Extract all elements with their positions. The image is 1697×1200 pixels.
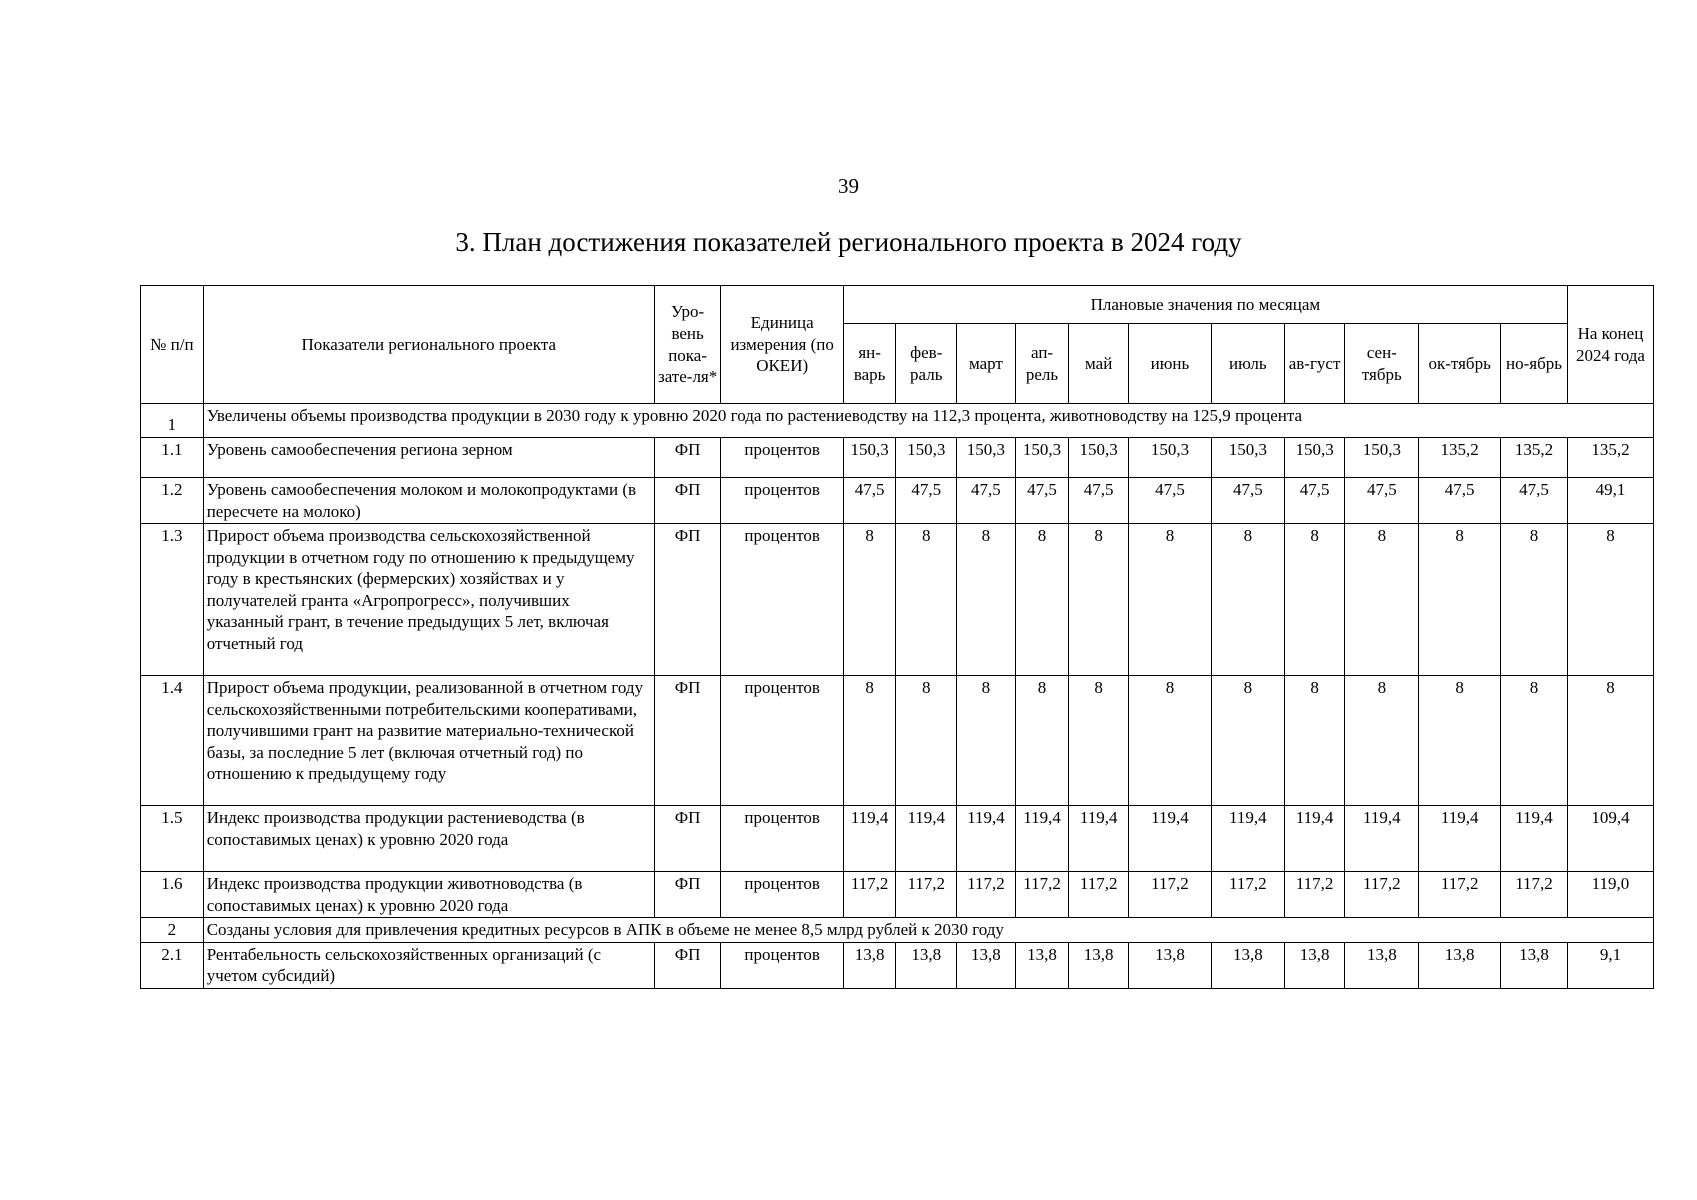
header-month: июль xyxy=(1211,324,1284,404)
month-value: 119,4 xyxy=(1501,806,1568,872)
unit: процентов xyxy=(721,806,843,872)
month-value: 117,2 xyxy=(1211,872,1284,918)
row-number: 1.3 xyxy=(141,524,204,676)
month-value: 13,8 xyxy=(1015,942,1069,988)
month-value: 8 xyxy=(1345,676,1419,806)
header-unit: Единица измерения (по ОКЕИ) xyxy=(721,286,843,404)
page-number: 39 xyxy=(838,174,859,198)
indicator-level: ФП xyxy=(654,942,721,988)
row-number: 1.5 xyxy=(141,806,204,872)
end-of-year-value: 8 xyxy=(1567,676,1653,806)
month-value: 8 xyxy=(1284,524,1345,676)
month-value: 150,3 xyxy=(1284,438,1345,478)
month-value: 150,3 xyxy=(1015,438,1069,478)
month-value: 119,4 xyxy=(1345,806,1419,872)
month-value: 117,2 xyxy=(843,872,896,918)
month-value: 13,8 xyxy=(1345,942,1419,988)
indicator-level: ФП xyxy=(654,524,721,676)
month-value: 47,5 xyxy=(1284,478,1345,524)
indicator-name: Уровень самообеспечения региона зерном xyxy=(203,438,654,478)
month-value: 13,8 xyxy=(957,942,1016,988)
indicator-level: ФП xyxy=(654,806,721,872)
month-value: 47,5 xyxy=(1069,478,1129,524)
unit: процентов xyxy=(721,438,843,478)
table-row xyxy=(141,676,1654,806)
header-month: ав-густ xyxy=(1284,324,1345,404)
table-row xyxy=(141,438,1654,478)
unit: процентов xyxy=(721,524,843,676)
row-number: 1.4 xyxy=(141,676,204,806)
month-value: 117,2 xyxy=(1345,872,1419,918)
table-row xyxy=(141,524,1654,676)
month-value: 8 xyxy=(1069,524,1129,676)
section-row xyxy=(141,918,1654,943)
month-value: 8 xyxy=(896,524,957,676)
header-month: ян-варь xyxy=(843,324,896,404)
month-value: 13,8 xyxy=(1211,942,1284,988)
header-month: март xyxy=(957,324,1016,404)
month-value: 8 xyxy=(957,676,1016,806)
indicator-level: ФП xyxy=(654,438,721,478)
month-value: 47,5 xyxy=(1015,478,1069,524)
document-title: 3. План достижения показателей регионального проекта в 2024 году xyxy=(455,227,1242,257)
table-row xyxy=(141,942,1654,988)
header-level: Уро-вень пока-зате-ля* xyxy=(654,286,721,404)
end-of-year-value: 8 xyxy=(1567,524,1653,676)
end-of-year-value: 49,1 xyxy=(1567,478,1653,524)
month-value: 8 xyxy=(896,676,957,806)
unit: процентов xyxy=(721,478,843,524)
month-value: 117,2 xyxy=(896,872,957,918)
indicator-level: ФП xyxy=(654,872,721,918)
month-value: 119,4 xyxy=(1419,806,1501,872)
month-value: 8 xyxy=(1129,524,1212,676)
header-num: № п/п xyxy=(141,286,204,404)
section-title: Увеличены объемы производства продукции в 2030 году к уровню 2020 года по растениеводству на 112,3 процента, животноводству на 125,9 процента xyxy=(203,404,1653,438)
month-value: 119,4 xyxy=(957,806,1016,872)
indicator-name: Индекс производства продукции растениеводства (в сопоставимых ценах) к уровню 2020 года xyxy=(203,806,654,872)
unit: процентов xyxy=(721,676,843,806)
table-row xyxy=(141,478,1654,524)
indicator-name: Индекс производства продукции животноводства (в сопоставимых ценах) к уровню 2020 года xyxy=(203,872,654,918)
month-value: 135,2 xyxy=(1501,438,1568,478)
month-value: 8 xyxy=(1501,524,1568,676)
table-row xyxy=(141,806,1654,872)
month-value: 119,4 xyxy=(1211,806,1284,872)
month-value: 150,3 xyxy=(1345,438,1419,478)
month-value: 13,8 xyxy=(1284,942,1345,988)
indicator-level: ФП xyxy=(654,676,721,806)
month-value: 8 xyxy=(1284,676,1345,806)
month-value: 13,8 xyxy=(896,942,957,988)
month-value: 150,3 xyxy=(1129,438,1212,478)
month-value: 117,2 xyxy=(957,872,1016,918)
month-value: 8 xyxy=(1419,676,1501,806)
month-value: 117,2 xyxy=(1501,872,1568,918)
month-value: 119,4 xyxy=(1129,806,1212,872)
month-value: 47,5 xyxy=(1501,478,1568,524)
header-month: сен-тябрь xyxy=(1345,324,1419,404)
month-value: 150,3 xyxy=(957,438,1016,478)
section-row xyxy=(141,404,1654,438)
month-value: 150,3 xyxy=(1069,438,1129,478)
header-month: но-ябрь xyxy=(1501,324,1568,404)
end-of-year-value: 135,2 xyxy=(1567,438,1653,478)
month-value: 8 xyxy=(1211,524,1284,676)
header-month: май xyxy=(1069,324,1129,404)
month-value: 8 xyxy=(1069,676,1129,806)
section-title: Созданы условия для привлечения кредитных ресурсов в АПК в объеме не менее 8,5 млрд рублей к 2030 году xyxy=(203,918,1653,943)
indicator-name: Прирост объема производства сельскохозяйственной продукции в отчетном году по отношению к предыдущему году в крестьянских (фермерских) хозяйствах и у получателей гранта «Агропрогресс», получивших указанный грант, в течение предыдущих 5 лет, включая отчетный год xyxy=(203,524,654,676)
month-value: 47,5 xyxy=(1345,478,1419,524)
month-value: 8 xyxy=(1501,676,1568,806)
month-value: 135,2 xyxy=(1419,438,1501,478)
month-value: 13,8 xyxy=(1069,942,1129,988)
header-month: фев-раль xyxy=(896,324,957,404)
indicator-name: Рентабельность сельскохозяйственных организаций (с учетом субсидий) xyxy=(203,942,654,988)
month-value: 119,4 xyxy=(1069,806,1129,872)
month-value: 47,5 xyxy=(1419,478,1501,524)
month-value: 8 xyxy=(1015,524,1069,676)
header-monthly-values: Плановые значения по месяцам xyxy=(843,286,1567,324)
month-value: 13,8 xyxy=(1419,942,1501,988)
indicators-plan-table xyxy=(140,285,1654,989)
month-value: 119,4 xyxy=(1015,806,1069,872)
month-value: 47,5 xyxy=(1129,478,1212,524)
month-value: 117,2 xyxy=(1069,872,1129,918)
indicator-level: ФП xyxy=(654,478,721,524)
month-value: 47,5 xyxy=(896,478,957,524)
end-of-year-value: 9,1 xyxy=(1567,942,1653,988)
table-row xyxy=(141,872,1654,918)
month-value: 8 xyxy=(843,676,896,806)
unit: процентов xyxy=(721,942,843,988)
month-value: 117,2 xyxy=(1284,872,1345,918)
section-number: 2 xyxy=(141,918,204,943)
month-value: 13,8 xyxy=(1501,942,1568,988)
table-body xyxy=(141,404,1654,989)
header-month: ок-тябрь xyxy=(1419,324,1501,404)
month-value: 117,2 xyxy=(1015,872,1069,918)
row-number: 1.1 xyxy=(141,438,204,478)
month-value: 8 xyxy=(1419,524,1501,676)
end-of-year-value: 109,4 xyxy=(1567,806,1653,872)
row-number: 2.1 xyxy=(141,942,204,988)
month-value: 117,2 xyxy=(1419,872,1501,918)
month-value: 47,5 xyxy=(957,478,1016,524)
month-value: 8 xyxy=(1129,676,1212,806)
header-indicator-name: Показатели регионального проекта xyxy=(203,286,654,404)
month-value: 150,3 xyxy=(1211,438,1284,478)
month-value: 119,4 xyxy=(1284,806,1345,872)
month-value: 119,4 xyxy=(896,806,957,872)
month-value: 119,4 xyxy=(843,806,896,872)
month-value: 47,5 xyxy=(1211,478,1284,524)
end-of-year-value: 119,0 xyxy=(1567,872,1653,918)
month-value: 8 xyxy=(1015,676,1069,806)
month-value: 8 xyxy=(957,524,1016,676)
month-value: 150,3 xyxy=(843,438,896,478)
month-value: 13,8 xyxy=(1129,942,1212,988)
indicator-name: Уровень самообеспечения молоком и молокопродуктами (в пересчете на молоко) xyxy=(203,478,654,524)
header-month: июнь xyxy=(1129,324,1212,404)
indicator-name: Прирост объема продукции, реализованной в отчетном году сельскохозяйственными потребительскими кооперативами, получившими грант на развитие материально-технической базы, за последние 5 лет (включая отчетный год) по отношению к предыдущему году xyxy=(203,676,654,806)
table-header xyxy=(141,286,1654,404)
header-month: ап-рель xyxy=(1015,324,1069,404)
month-value: 8 xyxy=(1345,524,1419,676)
month-value: 8 xyxy=(843,524,896,676)
month-value: 13,8 xyxy=(843,942,896,988)
month-value: 8 xyxy=(1211,676,1284,806)
section-number: 1 xyxy=(141,404,204,438)
unit: процентов xyxy=(721,872,843,918)
header-end-of-year: На конец 2024 года xyxy=(1567,286,1653,404)
row-number: 1.6 xyxy=(141,872,204,918)
month-value: 47,5 xyxy=(843,478,896,524)
month-value: 117,2 xyxy=(1129,872,1212,918)
month-value: 150,3 xyxy=(896,438,957,478)
row-number: 1.2 xyxy=(141,478,204,524)
